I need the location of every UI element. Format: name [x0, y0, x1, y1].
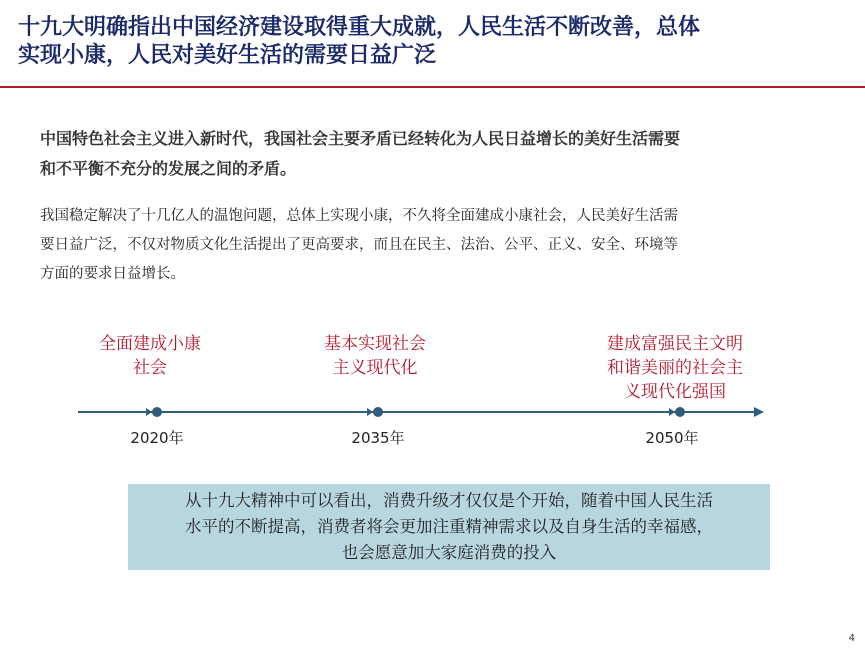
milestone-line: 义现代化强国	[624, 382, 726, 402]
timeline-dot-2020	[152, 407, 162, 417]
lead-paragraph	[40, 124, 830, 184]
timeline-arrowhead	[754, 407, 764, 417]
page-number: 4	[848, 633, 855, 644]
callout-line-2: 水平的不断提高，消费者将会更加注重精神需求以及自身生活的幸福感，	[185, 517, 713, 536]
year-label-2020: 2020年	[130, 429, 184, 447]
slide-title	[18, 14, 848, 70]
milestone-line: 基本实现社会	[324, 334, 426, 354]
timeline-dot-arrow	[146, 408, 152, 416]
callout-line-1: 从十九大精神中可以看出，消费升级才仅仅是个开始，随着中国人民生活	[185, 491, 713, 510]
body-line-3: 方面的要求日益增长。	[40, 266, 185, 282]
timeline-dot-arrow	[367, 408, 373, 416]
conclusion-callout	[128, 484, 770, 570]
milestone-line: 全面建成小康	[99, 334, 201, 354]
year-label-2035: 2035年	[351, 429, 405, 447]
timeline-dot-2035	[373, 407, 383, 417]
milestone-line: 建成富强民主文明	[607, 334, 743, 354]
callout-line-3: 也会愿意加大家庭消费的投入	[341, 543, 557, 562]
milestone-line: 主义现代化	[332, 358, 418, 378]
title-line-2: 实现小康，人民对美好生活的需要日益广泛	[18, 43, 437, 68]
milestone-label-2035	[300, 332, 450, 380]
body-line-1: 我国稳定解决了十几亿人的温饱问题，总体上实现小康，不久将全面建成小康社会，人民美好生活需	[40, 208, 678, 224]
title-divider	[0, 86, 865, 88]
timeline-axis	[70, 398, 770, 426]
milestone-label-2050	[590, 332, 760, 404]
timeline-dot-arrow	[669, 408, 675, 416]
lead-line-2: 和不平衡不充分的发展之间的矛盾。	[40, 159, 297, 178]
body-line-2: 要日益广泛，不仅对物质文化生活提出了更高要求，而且在民主、法治、公平、正义、安全、环境等	[40, 237, 678, 253]
year-label-2050: 2050年	[645, 429, 699, 447]
milestone-line: 和谐美丽的社会主	[607, 358, 743, 378]
timeline-dot-2050	[675, 407, 685, 417]
milestone-line: 社会	[133, 358, 167, 378]
title-line-1: 十九大明确指出中国经济建设取得重大成就，人民生活不断改善，总体	[18, 15, 701, 40]
milestone-label-2020	[80, 332, 220, 380]
body-paragraph	[40, 202, 800, 289]
lead-line-1: 中国特色社会主义进入新时代，我国社会主要矛盾已经转化为人民日益增长的美好生活需要	[40, 129, 681, 148]
